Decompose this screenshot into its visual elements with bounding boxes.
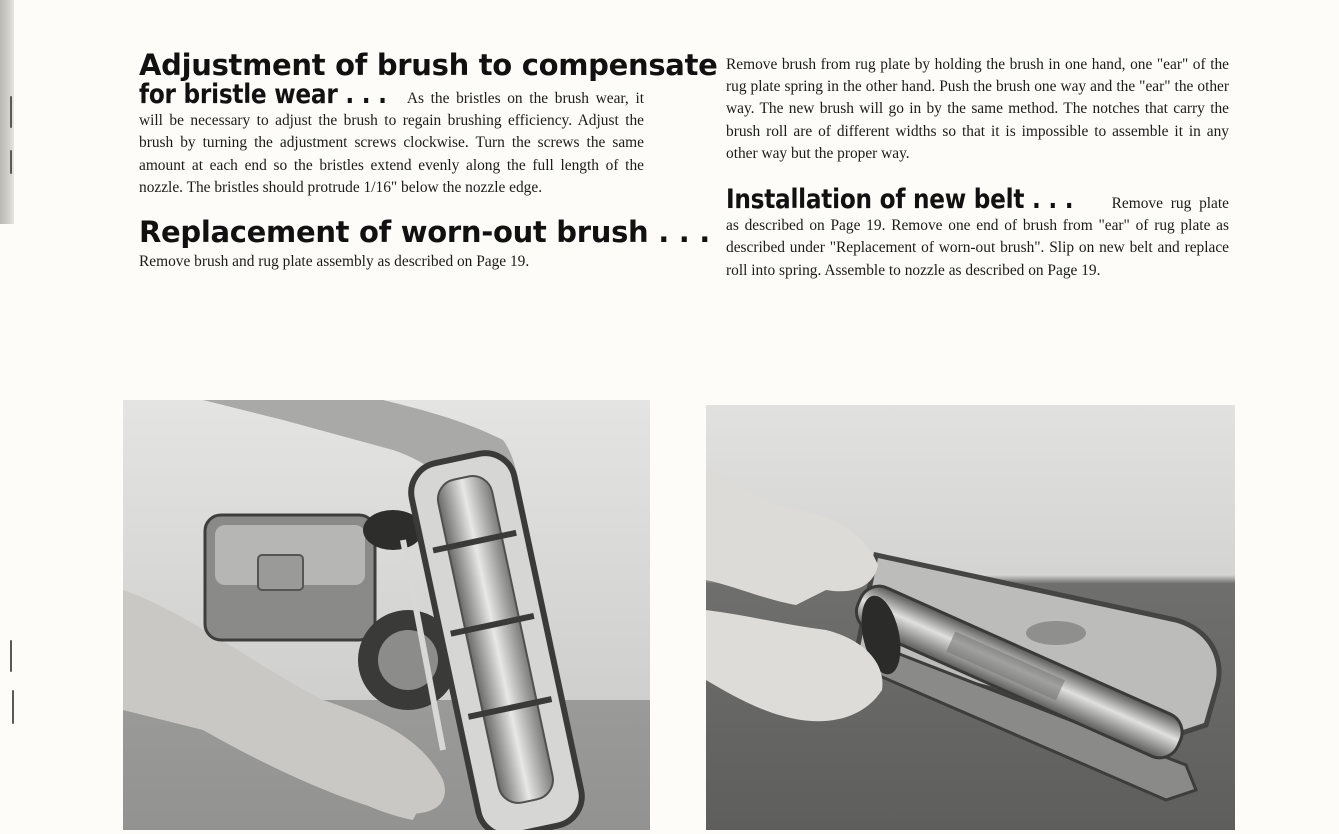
- section-body: Remove brush from rug plate by holding the brush in one hand, one "ear" of the rug plate spring in the other hand. Push the brush one way and the "ear" the other way. The new brush will go in by the same method. The notches that carry the brush roll are of different widths so that it is impossible to assemble it in any other way but the proper way.: [726, 56, 1229, 162]
- section-body: Remove brush and rug plate assembly as described on Page 19.: [139, 253, 530, 271]
- spine-mark: [10, 96, 12, 128]
- brush-replacement-illustration: [123, 400, 650, 830]
- section-brush-replacement: [139, 215, 710, 273]
- brush-replacement-photo: [123, 400, 650, 830]
- section-belt-installation: [726, 184, 1229, 282]
- section-body: Remove rug plate as described on Page 19. Remove one end of brush from "ear" of rug plate as described under "Replacement of worn-out brush". Slip on new belt and replace roll into spring. Assemble to nozzle as described on Page 19.: [726, 195, 1229, 279]
- section-heading: Replacement of worn-out brush . . .: [139, 215, 710, 250]
- left-column: [139, 48, 718, 286]
- page-spine: [0, 0, 14, 224]
- section-heading: Installation of new belt . . .: [726, 184, 1074, 216]
- edge-mark: [10, 640, 12, 672]
- section-heading: Adjustment of brush to compensate: [139, 48, 718, 82]
- section-brush-removal: [726, 54, 1229, 165]
- section-paragraph: [726, 184, 1229, 282]
- section-brush-adjustment: [139, 48, 718, 199]
- belt-installation-illustration: [706, 405, 1235, 830]
- section-body: As the bristles on the brush wear, it will be necessary to adjust the brush to regain brushing efficiency. Adjust the brush by turning the adjustment screws clockwise. Turn the screws the same amount at each end so the bristles extend evenly along the full length of the nozzle. The bristles should protrude 1/16" below the nozzle edge.: [139, 90, 644, 196]
- section-heading: for bristle wear . . .: [139, 79, 387, 110]
- belt-installation-photo: [706, 405, 1235, 830]
- spine-mark: [10, 150, 12, 174]
- right-column: [726, 54, 1229, 295]
- section-heading-line: [139, 215, 710, 251]
- edge-mark: [12, 690, 14, 724]
- section-paragraph: [139, 79, 644, 199]
